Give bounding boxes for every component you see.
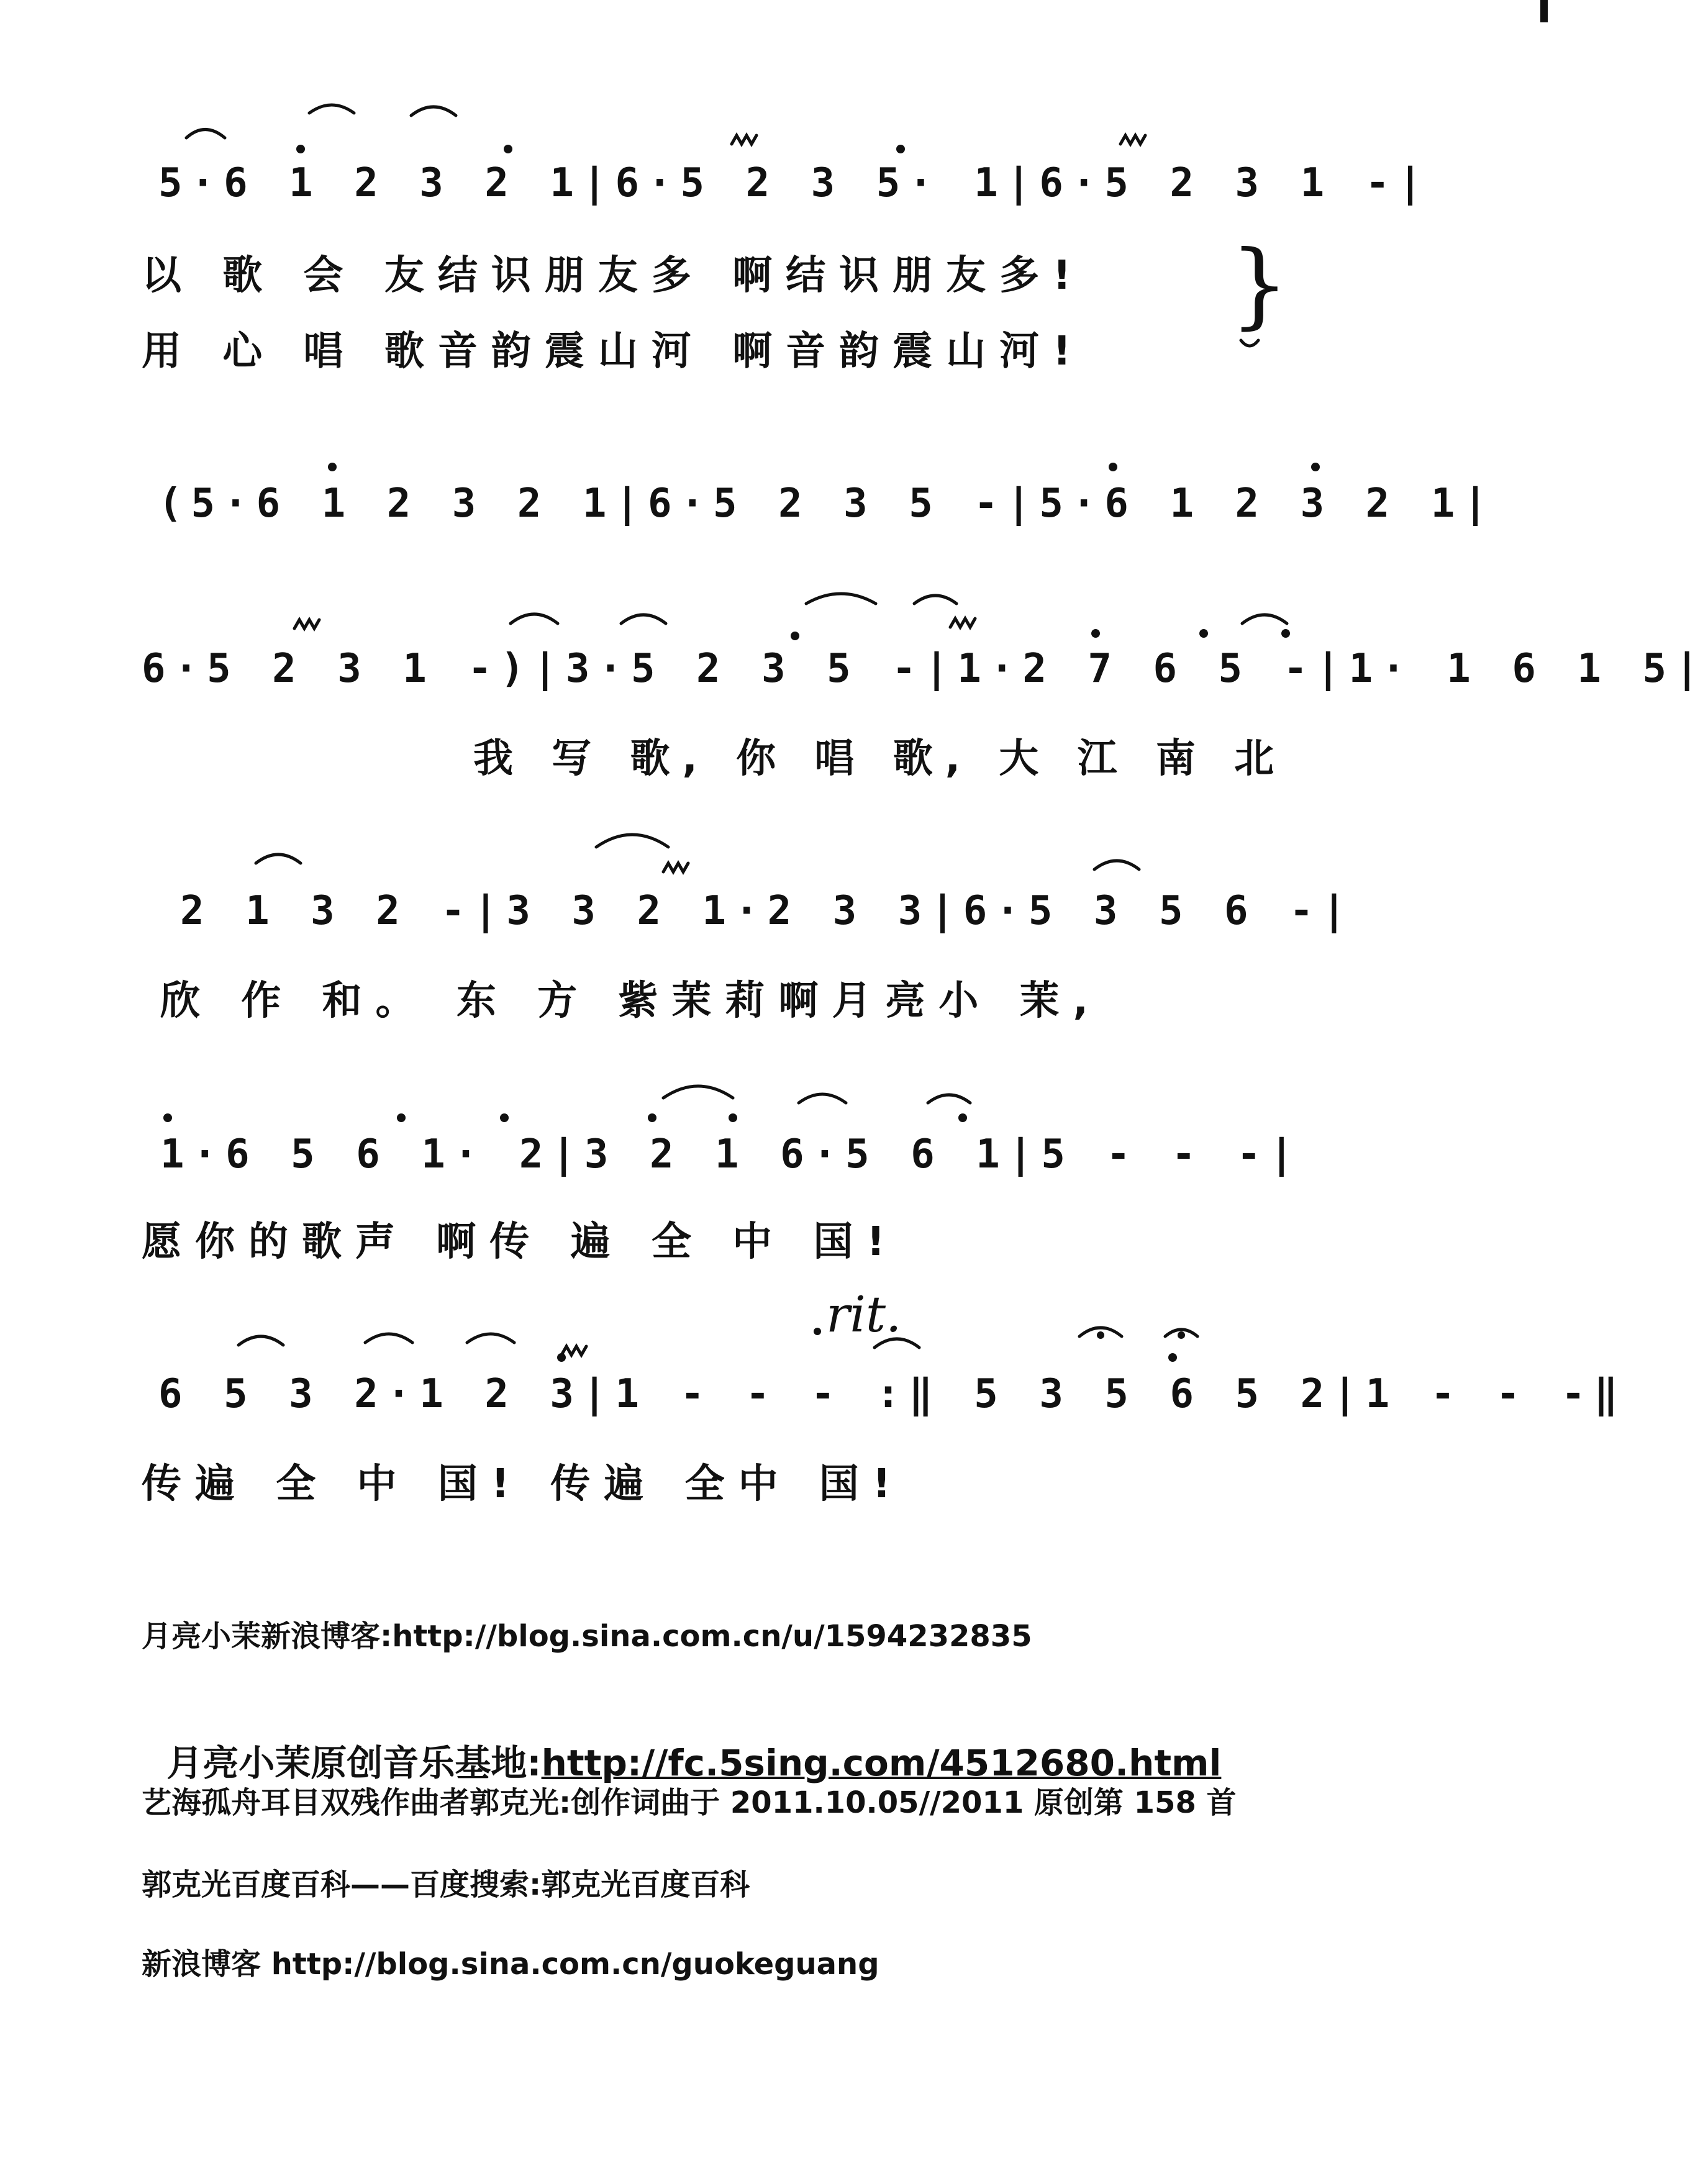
slur-mark xyxy=(1242,615,1287,623)
slur-mark xyxy=(928,1095,970,1103)
octave-dot xyxy=(896,145,905,153)
verse-brace: } xyxy=(1230,231,1289,339)
tempo-mark: rit. xyxy=(826,1285,902,1343)
slur-mark xyxy=(186,130,225,138)
octave-dot xyxy=(328,463,337,471)
slur-mark xyxy=(621,615,666,623)
ornament-mark xyxy=(663,863,688,872)
music-site-link[interactable]: http://fc.5sing.com/4512680.html xyxy=(541,1742,1222,1784)
notation-line: 1·6 5 6 1· 2|3 2 1 6·5 6 1|5 - - -| xyxy=(160,1131,1302,1177)
octave-dot xyxy=(500,1113,509,1122)
footer-line-1: 月亮小茉新浪博客:http://blog.sina.com.cn/u/1594232835 xyxy=(142,1619,1032,1654)
octave-dot xyxy=(557,1353,566,1362)
notation-line: (5·6 1 2 3 2 1|6·5 2 3 5 -|5·6 1 2 3 2 1| xyxy=(158,481,1496,527)
octave-dot xyxy=(296,145,305,153)
footer-line-4: 郭克光百度百科——百度搜索:郭克光百度百科 xyxy=(142,1867,750,1902)
slur-mark xyxy=(799,1094,846,1103)
lyric-line: 我 写 歌, 你 唱 歌, 大 江 南 北 xyxy=(473,736,1287,782)
fermata-dot xyxy=(1097,1331,1104,1339)
lyric-line: 传遍 全 中 国! 传遍 全中 国! xyxy=(142,1461,905,1507)
footer-line-2-label: 月亮小茉原创音乐基地: xyxy=(166,1742,542,1784)
slur-mark xyxy=(663,1086,733,1098)
octave-dot xyxy=(397,1113,406,1122)
slur-mark xyxy=(238,1336,283,1345)
octave-dot xyxy=(1091,629,1100,638)
fermata-dot xyxy=(814,1328,821,1335)
brace-tail xyxy=(1241,340,1258,346)
notation-line: 6·5 2 3 1 -)|3·5 2 3 5 -|1·2 7 6 5 -|1· 1 6 1 5| xyxy=(142,646,1708,692)
slur-mark xyxy=(365,1334,412,1343)
ornament-mark xyxy=(950,619,975,627)
slur-mark xyxy=(806,594,876,604)
octave-dot xyxy=(729,1113,737,1122)
octave-dot xyxy=(1199,629,1208,638)
octave-dot xyxy=(648,1113,656,1122)
octave-dot xyxy=(1281,629,1290,638)
notation-line: 5·6 1 2 3 2 1|6·5 2 3 5· 1|6·5 2 3 1 -| xyxy=(158,160,1431,206)
octave-dot xyxy=(1168,1353,1177,1362)
slur-mark xyxy=(914,596,956,604)
octave-dot xyxy=(1109,463,1117,471)
octave-dot xyxy=(958,1113,967,1122)
slur-mark xyxy=(596,835,668,847)
footer-line-3: 艺海孤舟耳目双残作曲者郭克光:创作词曲于 2011.10.05//2011 原创第 158 首 xyxy=(142,1785,1237,1820)
ornament-mark xyxy=(561,1346,586,1355)
footer-line-5: 新浪博客 http://blog.sina.com.cn/guokeguang xyxy=(142,1947,879,1982)
lyric-line: 愿你的歌声 啊传 遍 全 中 国! xyxy=(142,1219,899,1265)
lyric-line: 欣 作 和。 东 方 紫茉莉啊月亮小 茉, xyxy=(160,978,1102,1024)
slur-mark xyxy=(511,614,558,623)
slur-mark xyxy=(467,1334,514,1343)
slur-mark xyxy=(874,1339,919,1348)
fermata-dot xyxy=(1178,1331,1185,1339)
lyric-verse-2: 用 心 唱 歌音韵震山河 啊音韵震山河! xyxy=(142,329,1085,374)
octave-dot xyxy=(504,145,512,153)
footer-line-2 xyxy=(142,1692,1221,1786)
ornament-mark xyxy=(294,620,319,628)
slur-mark xyxy=(1094,861,1139,869)
octave-dot xyxy=(1311,463,1320,471)
slur-mark xyxy=(309,105,354,113)
notation-line: 6 5 3 2·1 2 3|1 - - - :‖ 5 3 5 6 5 2|1 - - -‖ xyxy=(158,1371,1627,1417)
ornament-mark xyxy=(1120,135,1145,144)
lyric-verse-1: 以 歌 会 友结识朋友多 啊结识朋友多! xyxy=(142,253,1085,299)
slur-mark xyxy=(256,854,301,863)
ornament-mark xyxy=(732,135,756,144)
octave-dot xyxy=(163,1113,172,1122)
octave-dot xyxy=(791,632,799,640)
notation-line: 2 1 3 2 -|3 3 2 1·2 3 3|6·5 3 5 6 -| xyxy=(180,888,1355,934)
slur-mark xyxy=(411,107,456,116)
